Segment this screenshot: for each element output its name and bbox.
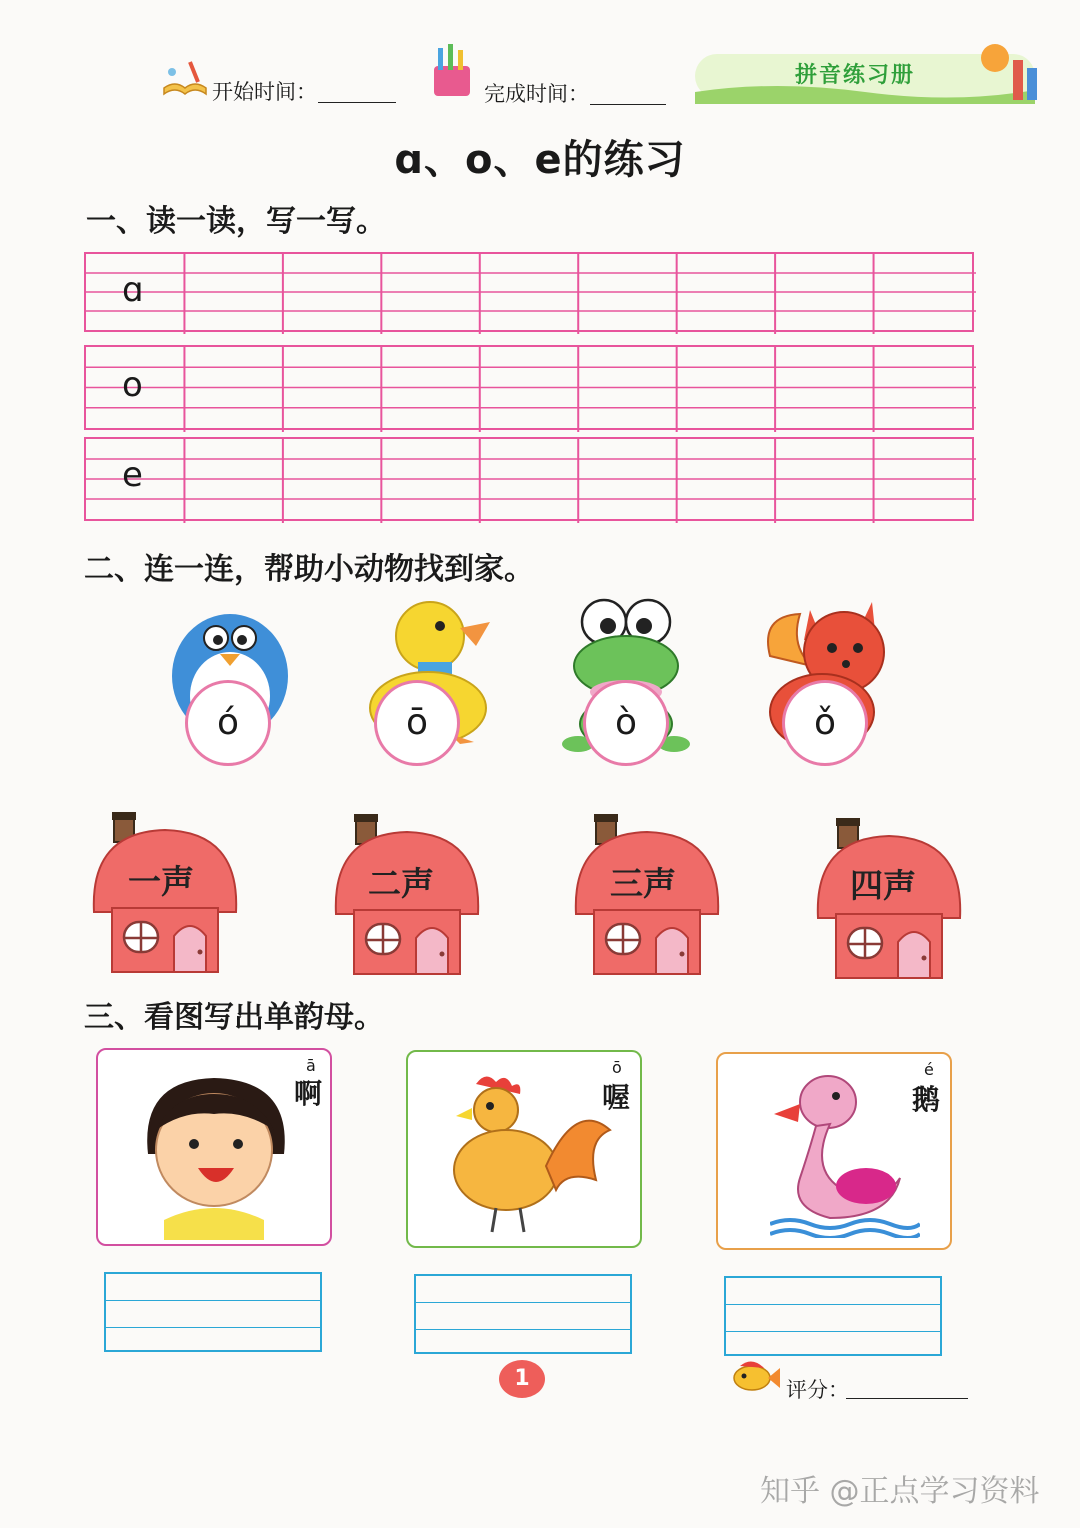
answer-box-o[interactable] xyxy=(414,1274,632,1354)
card-character: 啊 xyxy=(294,1077,323,1110)
tone-bubble-penguin[interactable]: ó xyxy=(185,680,271,766)
score-label: 评分： xyxy=(786,1378,849,1402)
house-label: 三声 xyxy=(610,864,676,903)
start-time-label: 开始时间： xyxy=(212,80,317,104)
house-first-tone[interactable] xyxy=(90,812,240,976)
card-pinyin: ā xyxy=(306,1056,316,1075)
card-pinyin: é xyxy=(924,1060,934,1079)
rooster-icon xyxy=(436,1070,616,1240)
grid-letter-e: e xyxy=(122,455,143,495)
house-label: 一声 xyxy=(128,862,194,901)
tone-bubble-frog[interactable]: ò xyxy=(583,680,669,766)
start-time-blank[interactable] xyxy=(318,78,396,103)
writing-grid-o xyxy=(84,345,974,430)
house-second-tone[interactable] xyxy=(332,814,482,978)
book-icon xyxy=(160,58,210,98)
watermark: 知乎 @正点学习资料 xyxy=(760,1474,1040,1509)
picture-card-e xyxy=(716,1052,952,1250)
house-label: 二声 xyxy=(368,864,434,903)
answer-box-a[interactable] xyxy=(104,1272,322,1352)
pencil-cup-icon xyxy=(428,44,478,100)
answer-box-e[interactable] xyxy=(724,1276,942,1356)
end-time-blank[interactable] xyxy=(590,80,666,105)
section3-heading: 三、看图写出单韵母。 xyxy=(84,1000,384,1035)
fish-icon xyxy=(732,1358,780,1394)
banner-title: 拼音练习册 xyxy=(795,63,916,88)
page-title: ɑ、o、e的练习 xyxy=(394,137,686,183)
score-blank[interactable] xyxy=(846,1374,968,1399)
card-character: 喔 xyxy=(602,1081,631,1114)
grid-letter-a: ɑ xyxy=(122,270,144,310)
house-third-tone[interactable] xyxy=(572,814,722,978)
section1-heading: 一、读一读，写一写。 xyxy=(86,204,386,239)
house-label: 四声 xyxy=(850,866,916,905)
writing-grid-e xyxy=(84,437,974,521)
end-time-label: 完成时间： xyxy=(484,82,589,106)
card-character: 鹅 xyxy=(912,1083,941,1116)
page-number: 1 xyxy=(499,1360,545,1398)
picture-card-a xyxy=(96,1048,332,1246)
writing-grid-a xyxy=(84,252,974,332)
house-fourth-tone[interactable] xyxy=(814,818,964,982)
section2-heading: 二、连一连，帮助小动物找到家。 xyxy=(84,552,534,587)
grid-letter-o: o xyxy=(122,365,143,405)
card-pinyin: ō xyxy=(612,1058,622,1077)
goose-icon xyxy=(770,1068,920,1238)
picture-card-o xyxy=(406,1050,642,1248)
tone-bubble-duck[interactable]: ō xyxy=(374,680,460,766)
girl-icon xyxy=(134,1070,294,1240)
tone-bubble-fox[interactable]: ǒ xyxy=(782,680,868,766)
